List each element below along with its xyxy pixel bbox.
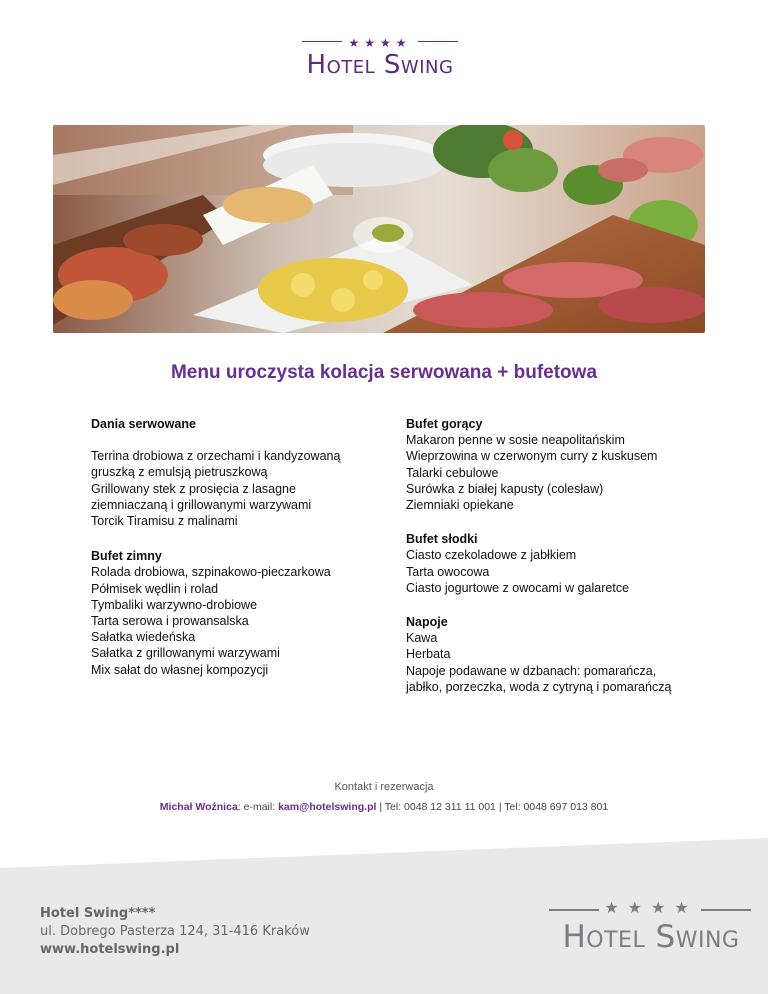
menu-left-column [91, 416, 371, 678]
served-header: Dania serwowane [91, 417, 196, 431]
logo-wordmark: Hotel Swing [306, 50, 454, 80]
menu-right-column [406, 416, 706, 695]
drinks-item: Herbata [406, 647, 451, 662]
drinks-header: Napoje [406, 615, 448, 630]
hot-item: Ziemniaki opiekane [406, 498, 514, 513]
served-item: Terrina drobiowa z orzechami i kandyzowaną [91, 449, 341, 464]
footer-address: ul. Dobrego Pasterza 124, 31-416 Kraków [40, 924, 310, 939]
logo-stars: ★★★★ [604, 900, 698, 917]
hot-item: Wieprzowina w czerwonym curry z kuskusem [406, 449, 658, 464]
contact-label: Kontakt i rezerwacja [334, 781, 434, 793]
cold-item: Tymbaliki warzywno-drobiowe [91, 597, 258, 612]
served-item: gruszką z emulsją pietruszkową [91, 465, 268, 480]
logo-line-left [302, 41, 342, 42]
hotel-logo-top [300, 34, 460, 84]
cold-item: Rolada drobiowa, szpinakowo-pieczarkowa [91, 565, 331, 580]
hot-item: Talarki cebulowe [406, 465, 499, 480]
footer-website-link[interactable]: www.hotelswing.pl [40, 942, 180, 957]
sweet-item: Ciasto czekoladowe z jabłkiem [406, 548, 577, 563]
sweet-buffet-header: Bufet słodki [406, 532, 478, 547]
footer-hotel-name: Hotel Swing**** [40, 906, 156, 921]
hot-item: Makaron penne w sosie neapolitańskim [406, 433, 625, 448]
cold-item: Sałatka wiedeńska [91, 630, 196, 645]
logo-line-right [418, 41, 458, 42]
logo-line-right [701, 909, 751, 911]
contact-email-link[interactable]: kam@hotelswing.pl [278, 801, 377, 813]
logo-stars: ★★★★ [348, 36, 412, 50]
contact-phones: | Tel: 0048 12 311 11 001 | Tel: 0048 697 013 801 [376, 801, 609, 813]
contact-line [0, 801, 768, 813]
logo-wordmark: Hotel Swing [562, 919, 740, 955]
hot-buffet-header: Bufet gorący [406, 417, 483, 431]
drinks-item: Kawa [406, 631, 438, 646]
hot-item: Surówka z białej kapusty (colesław) [406, 481, 604, 496]
served-item: Torcik Tiramisu z malinami [91, 514, 238, 529]
cold-buffet-header: Bufet zimny [91, 549, 162, 564]
cold-item: Tarta serowa i prowansalska [91, 614, 249, 629]
cold-item: Sałatka z grillowanymi warzywami [91, 646, 280, 661]
contact-person: Michał Woźnica [159, 801, 238, 813]
cold-item: Półmisek wędlin i rolad [91, 581, 219, 596]
sweet-item: Ciasto jogurtowe z owocami w galaretce [406, 580, 630, 595]
hero-buffet-image [53, 125, 705, 333]
footer-address-block [40, 905, 310, 959]
menu-title: Menu uroczysta kolacja serwowana + bufetowa [170, 362, 598, 383]
hotel-logo-bottom [546, 898, 756, 958]
served-item: ziemniaczaną i grillowanymi warzywami [91, 497, 312, 512]
drinks-item: jabłko, porzeczka, woda z cytryną i pomarańczą [406, 679, 672, 694]
sweet-item: Tarta owocowa [406, 564, 490, 579]
served-item: Grillowany stek z prosięcia z lasagne [91, 481, 296, 496]
logo-line-left [549, 909, 599, 911]
email-label: : e-mail: [237, 801, 279, 813]
drinks-item: Napoje podawane w dzbanach: pomarańcza, [406, 663, 657, 678]
cold-item: Mix sałat do własnej kompozycji [91, 662, 269, 677]
